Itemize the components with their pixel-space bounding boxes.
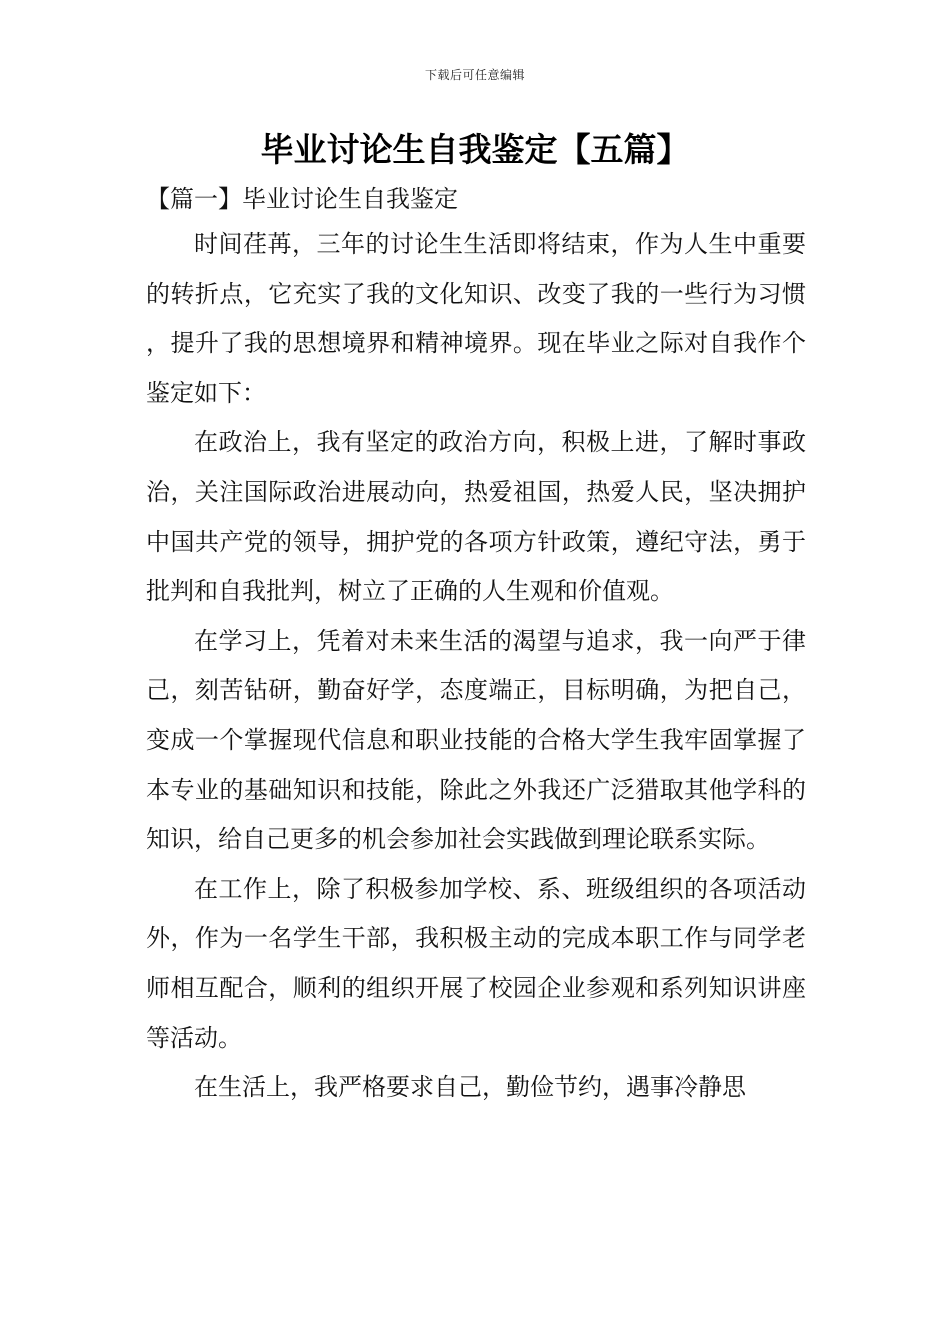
paragraph: 时间荏苒，三年的讨论生生活即将结束，作为人生中重要的转折点，它充实了我的文化知识、改变了我的一些行为习惯，提升了我的思想境界和精神境界。现在毕业之际对自我作个鉴定如下： <box>146 230 806 407</box>
paragraph: 在学习上，凭着对未来生活的渴望与追求，我一向严于律己，刻苦钻研，勤奋好学，态度端正，目标明确，为把自己，变成一个掌握现代信息和职业技能的合格大学生我牢固掌握了本专业的基础知识和技能，除此之外我还广泛猎取其他学科的知识，给自己更多的机会参加社会实践做到理论联系实际。 <box>146 626 806 854</box>
document-title: 毕业讨论生自我鉴定【五篇】 <box>260 130 690 169</box>
section-heading: 【篇一】毕业讨论生自我鉴定 <box>146 185 458 213</box>
paragraph: 在工作上，除了积极参加学校、系、班级组织的各项活动外，作为一名学生干部，我积极主动的完成本职工作与同学老师相互配合，顺利的组织开展了校园企业参观和系列知识讲座等活动。 <box>146 874 806 1052</box>
document-body <box>146 178 806 1113</box>
paragraph: 在生活上，我严格要求自己，勤俭节约，遇事冷静思 <box>194 1073 746 1102</box>
header-note: 下载后可任意编辑 <box>424 68 525 82</box>
paragraph: 在政治上，我有坚定的政治方向，积极上进，了解时事政治，关注国际政治进展动向，热爱祖国，热爱人民，坚决拥护中国共产党的领导，拥护党的各项方针政策，遵纪守法，勇于批判和自我批判，树立了正确的人生观和价值观。 <box>146 428 806 606</box>
